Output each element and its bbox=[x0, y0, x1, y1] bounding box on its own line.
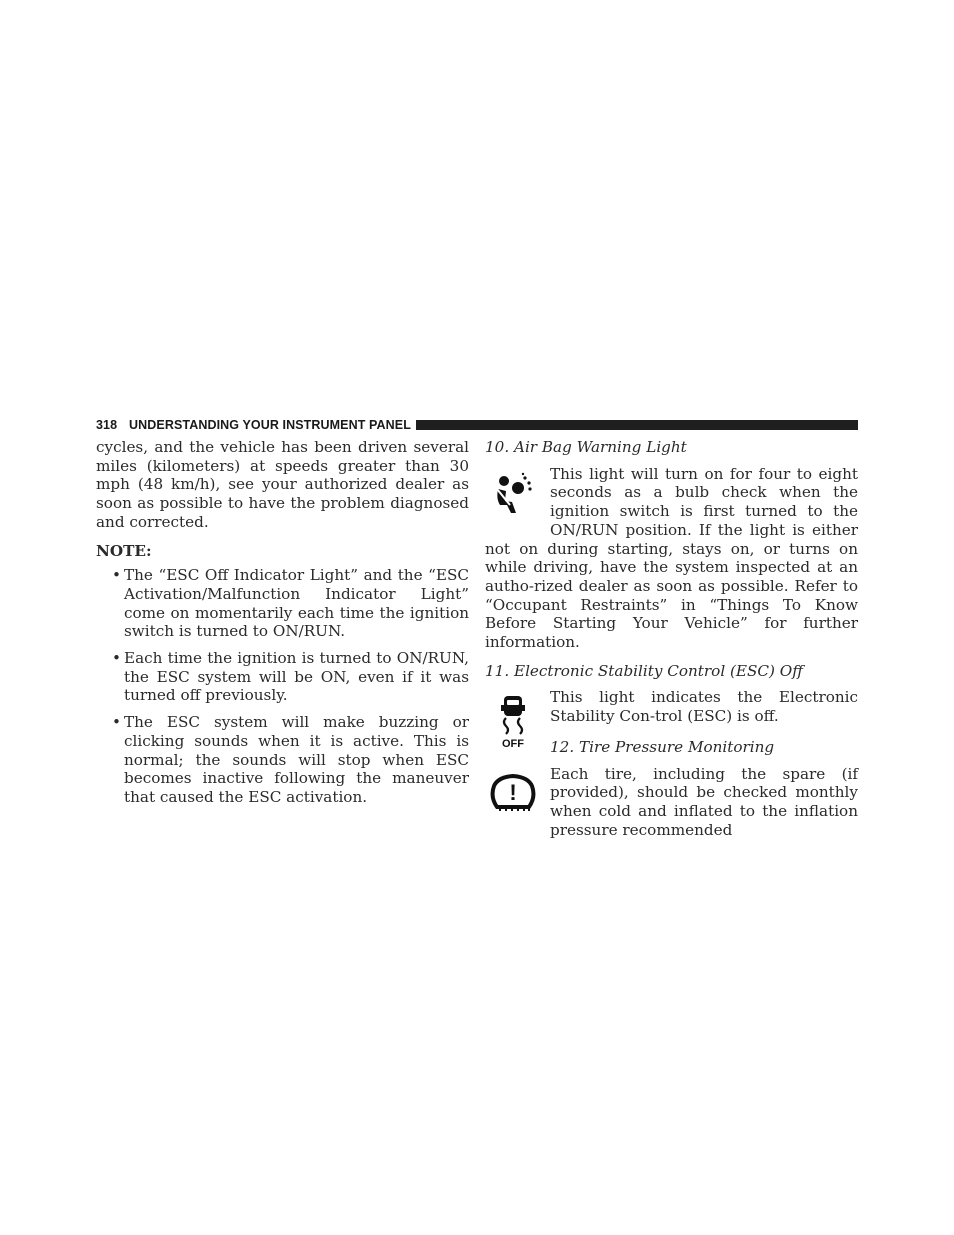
bullet-mark: • bbox=[112, 713, 121, 732]
bullet-text: The “ESC Off Indicator Light” and the “ESC Activation/Malfunction Indicator Light” come on momentarily each time the ignition switch is turned to ON/RUN. bbox=[124, 566, 469, 641]
section-airbag-warning bbox=[485, 438, 858, 652]
exclamation-mark: ! bbox=[509, 779, 517, 805]
right-column bbox=[485, 438, 858, 849]
intro-paragraph: cycles, and the vehicle has been driven several miles (kilometers) at speeds greater than 30 mph (48 km/h), see your authorized dealer as soon as possible to have the problem diagnosed and corrected. bbox=[96, 438, 469, 531]
section-heading: 10. Air Bag Warning Light bbox=[485, 438, 687, 456]
esc-off-label: OFF bbox=[502, 738, 524, 751]
section-body: This light indicates the Electronic Stability Con-trol (ESC) is off. bbox=[550, 688, 858, 726]
section-heading: 11. Electronic Stability Control (ESC) Off bbox=[485, 661, 804, 680]
list-item bbox=[96, 713, 469, 807]
esc-off-icon bbox=[485, 692, 541, 750]
bullet-text: Each time the ignition is turned to ON/RUN, the ESC system will be ON, even if it was turned off previously. bbox=[124, 649, 469, 705]
left-column bbox=[96, 438, 469, 815]
list-item bbox=[96, 649, 469, 705]
airbag-warning-icon bbox=[485, 469, 541, 521]
section-tire-pressure bbox=[485, 738, 858, 840]
note-label: NOTE: bbox=[96, 541, 152, 560]
section-heading: 12. Tire Pressure Monitoring bbox=[550, 737, 775, 756]
bullet-mark: • bbox=[112, 649, 121, 668]
tire-pressure-warning-icon bbox=[485, 769, 541, 821]
page-header bbox=[96, 417, 858, 433]
header-rule-bar bbox=[416, 420, 858, 430]
bullet-mark: • bbox=[112, 566, 121, 585]
section-body: Each tire, including the spare (if provided), should be checked monthly when cold and inflated to the inflation pressure recommended bbox=[550, 764, 858, 839]
note-bullet-list bbox=[96, 566, 469, 806]
list-item bbox=[96, 566, 469, 641]
page-section-title: UNDERSTANDING YOUR INSTRUMENT PANEL bbox=[129, 418, 411, 432]
section-body: This light will turn on for four to eight seconds as a bulb check when the ignition switch is first turned to the ON/RUN position. If the light is either not on during starting, stays on, or turns on while driving, have the system inspected at an autho-rized dealer as soon as possible. Refer to “Occupant Restraints” in “Things To Know Before Starting Your Vehicle” for further information. bbox=[485, 464, 858, 652]
page-number: 318 bbox=[96, 418, 118, 432]
bullet-text: The ESC system will make buzzing or clicking sounds when it is active. This is normal; the sounds will stop when ESC becomes inactive following the maneuver that caused the ESC activation. bbox=[124, 713, 469, 806]
